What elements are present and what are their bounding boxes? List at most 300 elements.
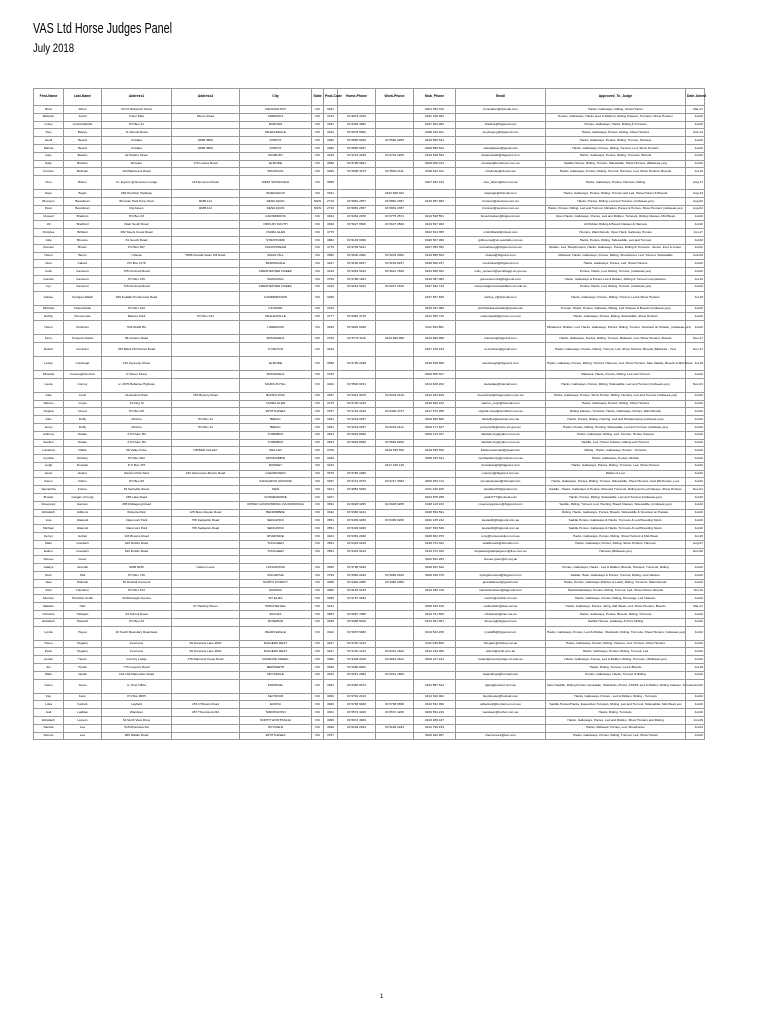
table-cell: 3251 [324, 423, 338, 431]
table-cell: VERMONT [240, 113, 312, 121]
table-cell: 0419 997 993 [414, 197, 456, 205]
table-cell: VIC [312, 160, 324, 168]
table-cell: 0439 372 042 [414, 540, 456, 548]
table-cell: 0404 875 268 [414, 494, 456, 502]
table-cell: PO Box 11 [172, 416, 240, 424]
table-cell: PO Box 33 [102, 213, 172, 221]
table-cell: DENILIQUIN [240, 205, 312, 213]
table-cell [376, 540, 414, 548]
table-cell: Jul-18 [686, 291, 705, 305]
table-cell: tony@horsesolution.com.au [456, 533, 546, 541]
table-cell [414, 470, 456, 478]
table-cell: 253 O'Shea's Road [172, 701, 240, 709]
table-cell [172, 356, 240, 370]
table-cell: 0402 534 283 [414, 556, 456, 564]
table-cell: 3860 [324, 587, 338, 595]
table-cell: Ryehaven [102, 205, 172, 213]
table-cell: Hacks, Galloways, Ponies, Riding, Show Hunters [546, 400, 686, 408]
table-header [34, 89, 705, 106]
table-cell: 0422 887 644 [414, 679, 456, 693]
table-cell: 0412 665 710 [414, 313, 456, 321]
column-header: Address1 [102, 89, 172, 106]
table-cell: Coldata [102, 144, 172, 152]
table-cell: WEST WOODVALE [240, 176, 312, 190]
table-cell: 3222 [324, 671, 338, 679]
table-cell: 03 5978 5083 [338, 626, 376, 640]
table-cell: 03 9819 4611 [376, 656, 414, 664]
table-cell: 03 5393 4282 [338, 121, 376, 129]
table-cell [172, 408, 240, 416]
table-cell: 0414 320 902 [414, 693, 456, 701]
table-cell: isaandlingo@hotmail.com [456, 671, 546, 679]
table-row [34, 283, 705, 291]
table-row [34, 213, 705, 221]
table-cell: Layfield [102, 701, 172, 709]
table-cell: 0428 599 591 [414, 509, 456, 517]
table-cell: 285 Mullagong Road [102, 501, 172, 509]
table-cell: Kristylee [34, 229, 64, 237]
table-cell: dreamtime@thegpurotion.com.au [456, 392, 546, 400]
table-cell [338, 556, 376, 564]
table-cell [338, 494, 376, 502]
table-cell: Hacks, Galloways, Ponies, Riding, Sidesaddle, Show Hunters [546, 313, 686, 321]
table-row [34, 236, 705, 244]
table-cell: VIC [312, 439, 324, 447]
table-cell: Open Hacks, Galloways, Ponies, Led and Ridden, Turnouts, Riding Classes, Mid Week [546, 213, 686, 221]
table-cell: RMB 114 [172, 205, 240, 213]
table-cell: 622 Dobbs Road [102, 540, 172, 548]
table-cell: Samantha [34, 486, 64, 494]
table-cell: 3722 [324, 335, 338, 343]
table-cell: 3427 [324, 640, 338, 648]
table-cell: Jul-02 [686, 470, 705, 478]
table-cell: Arnold-Wardle [64, 121, 102, 129]
table-cell: Broome [64, 236, 102, 244]
table-cell: 0409 234 911 [414, 129, 456, 137]
table-cell: Connaughton-Kerr [64, 370, 102, 378]
table-cell: VIC [312, 517, 324, 525]
table-cell: 485 Wallan Road [102, 732, 172, 740]
table-cell: Aug-02 [686, 205, 705, 213]
table-cell [172, 305, 240, 313]
table-cell: Inverness [102, 648, 172, 656]
table-cell: 3912 [324, 129, 338, 137]
table-row [34, 121, 705, 129]
table-cell: VIC [312, 213, 324, 221]
column-header: Approved_To_Judge [546, 89, 686, 106]
table-cell: 0409 935 860 [414, 416, 456, 424]
table-row [34, 356, 705, 370]
table-row [34, 556, 705, 564]
table-row [34, 501, 705, 509]
table-cell [172, 478, 240, 486]
table-cell: Hacks, Riding, Turnouts. [546, 709, 686, 717]
table-cell: VIC [312, 356, 324, 370]
table-cell: 0409 554 216 [414, 709, 456, 717]
table-cell: DIAMOND CREEK [240, 656, 312, 664]
table-cell: 0419 090 988 [376, 335, 414, 343]
table-cell [376, 732, 414, 740]
table-cell: Frame [64, 486, 102, 494]
table-cell: 3757 [324, 732, 338, 740]
table-cell: Aug-02 [686, 197, 705, 205]
table-cell: 03 5775 2571 [376, 213, 414, 221]
table-cell: Julie [34, 392, 64, 400]
table-cell: Helen [34, 252, 64, 260]
table-cell [172, 587, 240, 595]
judges-table [33, 88, 705, 740]
table-cell [172, 129, 240, 137]
table-cell: 2710 [324, 205, 338, 213]
table-cell: 03 5766 2280 [338, 470, 376, 478]
table-cell: Jul-02 [686, 283, 705, 291]
table-cell: 267 Thompsons Rd [172, 709, 240, 717]
table-cell: Jul-04 [686, 370, 705, 378]
table-cell: 725 Peninsul Road [102, 283, 172, 291]
table-cell: 3434 [324, 462, 338, 470]
table-row [34, 291, 705, 305]
table-cell: Ponies, Galloways, Hacks, Riding & Turnouts [546, 121, 686, 129]
table-row [34, 190, 705, 198]
table-cell: janehallwood@gmail.com [456, 579, 546, 587]
table-cell: 03 5153 8237 [376, 260, 414, 268]
table-cell: elmslee@bordernet.com.au [456, 160, 546, 168]
table-cell: Hamilton-Smith [64, 595, 102, 603]
table-cell [312, 556, 324, 564]
table-cell: 376 Diamond Creek Road [172, 656, 240, 664]
table-cell: Sherrie [34, 732, 64, 740]
table-cell: VIC [312, 572, 324, 580]
table-cell: 03 5439 6260 [376, 517, 414, 525]
table-cell: 03 5592 2111 [376, 168, 414, 176]
table-cell: COLDSTREAM [240, 244, 312, 252]
column-header: Mob_Phone [414, 89, 456, 106]
table-cell: 03 5232 9112 [376, 423, 414, 431]
table-cell [414, 462, 456, 470]
table-row [34, 439, 705, 447]
table-cell [414, 671, 456, 679]
table-cell [376, 313, 414, 321]
table-cell [456, 509, 546, 517]
table-cell: 34 North View Drive [102, 717, 172, 725]
table-cell: Leigh [34, 462, 64, 470]
table-cell: Jul-02 [686, 160, 705, 168]
table-cell: uhaota@bigpond.com [456, 252, 546, 260]
table-cell: Hacks, Galloways, Ponies, Riding, Turnout, Led & Show Hunters [546, 291, 686, 305]
table-cell: VIC [312, 378, 324, 392]
table-cell: 03 5798 5490 [338, 564, 376, 572]
table-cell: VIC [312, 305, 324, 313]
table-cell: Cheeseman [64, 313, 102, 321]
table-cell: Helen [34, 321, 64, 335]
table-row [34, 640, 705, 648]
table-cell: PO Box 1178 [102, 260, 172, 268]
table-cell: Anthony [34, 431, 64, 439]
table-cell: 0427 842 744 [414, 283, 456, 291]
table-cell: 03 5966 2420 [376, 572, 414, 580]
table-row [34, 679, 705, 693]
table-cell: Cameron [64, 275, 102, 283]
table-cell: Hacks, Galloways, Ponies, Riding, Turnout, Midweek, Led, Show Hunters, Breeds [546, 335, 686, 343]
table-cell: VIC [312, 656, 324, 664]
table-cell: VIC [312, 724, 324, 732]
table-cell: 0419 543 236 [414, 626, 456, 640]
table-cell: VIC [312, 462, 324, 470]
table-cell: VIC [312, 525, 324, 533]
table-cell: VIC [312, 144, 324, 152]
table-cell [172, 190, 240, 198]
table-cell: VIC [312, 423, 324, 431]
table-cell: Brett [34, 106, 64, 114]
table-cell: 104 Balemans Road [102, 168, 172, 176]
table-cell: TARRINGTON [240, 709, 312, 717]
table-cell: Kerryn [34, 533, 64, 541]
table-cell: 3551 [324, 517, 338, 525]
table-cell: VIC [312, 486, 324, 494]
table-cell: 3665 [324, 564, 338, 572]
table-cell [376, 305, 414, 313]
table-cell: Carmen [34, 244, 64, 252]
table-cell: 3429 [324, 152, 338, 160]
table-cell [376, 236, 414, 244]
table-cell: Hacks, Galloways, Ponies, Led, Show Hunters [546, 260, 686, 268]
table-cell: VIC [312, 709, 324, 717]
table-cell: Saddle Horses, Riding, Turnout, Sidesaddle, Show Hunters, (Midweek-yes) [546, 160, 686, 168]
table-cell [172, 260, 240, 268]
table-cell: 03 5033 9300 [376, 252, 414, 260]
table-cell: Aug-07 [686, 540, 705, 548]
table-cell: 39 Rochall Crescent [102, 579, 172, 587]
table-cell: KENSINGTON [240, 106, 312, 114]
table-cell: 0437 567 635 [414, 291, 456, 305]
table-cell: 3427 [324, 648, 338, 656]
table-cell: 03 5241 1565 [376, 671, 414, 679]
table-cell: RIVERSIDE [240, 533, 312, 541]
table-cell: Jul-02 [686, 679, 705, 693]
table-cell: Tempest-Clarke [64, 335, 102, 343]
table-cell [456, 137, 546, 145]
table-cell: Riding, Hacks, Galloways, Ponies, Breeds, Sidesaddle & Smartest on Parade. [546, 509, 686, 517]
table-cell: Carrigan-Walsh [64, 291, 102, 305]
table-cell: 03 5148 2184 [338, 724, 376, 732]
table-cell: Lee [64, 732, 102, 740]
table-cell: 3464 [324, 213, 338, 221]
table-cell: 0419 090 988 [414, 335, 456, 343]
table-cell [456, 321, 546, 335]
table-cell: PO Box 66 [102, 408, 172, 416]
table-cell: 03 5572 4226 [338, 709, 376, 717]
table-cell: 03 5730 1216 [338, 400, 376, 408]
table-cell: 03 5962 3715 [338, 313, 376, 321]
table-cell: VIC [312, 693, 324, 701]
table-cell [172, 400, 240, 408]
table-cell: ELMORE [240, 160, 312, 168]
table-cell: WHITTLESEA [240, 408, 312, 416]
table-cell: lidelia.lucianna2@gmail.com [456, 447, 546, 455]
table-cell: aillsellock@bordernet.com.au [456, 701, 546, 709]
table-cell: 0412 193 090 [414, 648, 456, 656]
table-row [34, 717, 705, 725]
table-cell: PO Box 343 [102, 305, 172, 313]
table-cell: rosemarygannon@bigpond.com [456, 501, 546, 509]
table-cell: 0411 249 105 [414, 486, 456, 494]
table-cell: Duffy [64, 423, 102, 431]
table-cell: 3401 [324, 533, 338, 541]
table-cell: Feb-12 [686, 129, 705, 137]
table-cell: VIC [312, 121, 324, 129]
table-cell [456, 370, 546, 378]
table-cell: Hacks, Galloways, Ponies, Riding, Dressage, Led Classes. [546, 595, 686, 603]
table-cell: Hacks, Riding, Turnout, Led & Breeds [546, 664, 686, 672]
table-cell [172, 611, 240, 619]
table-cell: RMB 4600 [172, 144, 240, 152]
table-cell: Jul-02 [686, 268, 705, 276]
table-cell: 03 5788 1281 [338, 275, 376, 283]
table-cell [172, 595, 240, 603]
table-row [34, 693, 705, 701]
table-row [34, 533, 705, 541]
table-row [34, 321, 705, 335]
table-cell: VIC [312, 717, 324, 725]
table-cell: Elizabeth [34, 717, 64, 725]
table-row [34, 335, 705, 343]
table-cell: sarahlard72@gmail.com [456, 486, 546, 494]
table-cell: brosnan@westnet.com.au [456, 197, 546, 205]
table-cell: VIC [312, 540, 324, 548]
table-cell [376, 356, 414, 370]
table-cell: PEARCEDALE [240, 129, 312, 137]
table-row [34, 671, 705, 679]
table-cell: DIGGERS REST [240, 648, 312, 656]
table-cell: peterh@solfc.com.au [456, 648, 546, 656]
table-cell: Jul-16 [686, 275, 705, 283]
table-cell: Jul-02 [686, 152, 705, 160]
table-cell: Jul-02 [686, 462, 705, 470]
table-cell: 3585 [324, 252, 338, 260]
table-cell: Jul-02 [686, 121, 705, 129]
table-cell: Burns [64, 252, 102, 260]
table-cell: VIC [312, 190, 324, 198]
table-cell: Jul-02 [686, 447, 705, 455]
table-cell: VIC [312, 648, 324, 656]
table-cell: 3813 [324, 431, 338, 439]
table-cell [172, 213, 240, 221]
table-cell: hhegarty@hotkey.net.au [456, 640, 546, 648]
table-cell: Feb-09 [686, 252, 705, 260]
table-cell [414, 595, 456, 603]
table-cell: Jul-04 [686, 724, 705, 732]
table-cell: Conroy [64, 378, 102, 392]
table-cell: 0428 507 096 [414, 236, 456, 244]
table-cell: Duffy [64, 416, 102, 424]
table-cell: Jul-02 [686, 478, 705, 486]
table-cell: Hacks, Galloways, Ponies, Led & Ridden, Shetlands, Riding, Turnouts, Show Hunters (midweek-yes) [546, 626, 686, 640]
table-row [34, 392, 705, 400]
table-cell: KYNETON [240, 342, 312, 356]
table-cell: Jones [64, 679, 102, 693]
table-cell [172, 732, 240, 740]
table-cell: Jul-15 [686, 168, 705, 176]
table-cell [376, 275, 414, 283]
table-cell: Sandra [34, 724, 64, 732]
table-cell: VIC [312, 152, 324, 160]
table-cell [172, 548, 240, 556]
table-row [34, 168, 705, 176]
table-cell: lynda86@bigpond.com [456, 626, 546, 640]
table-cell: 03 5433 6216 [338, 540, 376, 548]
table-cell: virginia.creed@wonthan.com.au [456, 408, 546, 416]
table-cell: 0427 539 546 [414, 525, 456, 533]
table-cell: 216 Emerson Road [172, 176, 240, 190]
table-cell: Elizabeth [34, 509, 64, 517]
table-cell: WANGONG [240, 275, 312, 283]
table-cell [240, 556, 312, 564]
table-cell [338, 190, 376, 198]
table-cell: 62 Station Street [102, 152, 172, 160]
table-cell: Jenny [34, 423, 64, 431]
table-cell [172, 229, 240, 237]
table-cell: 0418 556 531 [414, 137, 456, 145]
table-cell: UPPER GUNDOWRING VIA WODONGA [240, 501, 312, 509]
table-cell: Peter [34, 205, 64, 213]
table-cell [338, 342, 376, 356]
table-cell: Mar-17 [686, 603, 705, 611]
table-cell: jenny.duffy@sumu.vic.gov.au [456, 423, 546, 431]
table-cell [172, 244, 240, 252]
table-cell: Goodwin [64, 548, 102, 556]
document-subtitle: July 2018 [33, 41, 75, 55]
table-cell: Carters Lane [172, 564, 240, 572]
table-cell: 03 9740 1213 [338, 640, 376, 648]
table-row [34, 509, 705, 517]
table-cell: Hacks, Galloways, Riding, Show Hunter [546, 106, 686, 114]
table-cell: Glascott [64, 525, 102, 533]
table-cell: Hacks, Ponies, Riding, Led and Turnout, Miniature Ponies & Horses, Show Hunters (midweek-yes) [546, 205, 686, 213]
table-cell: Janet [34, 470, 64, 478]
table-cell: 725 Peninsul Road [102, 268, 172, 276]
table-cell: Esther [34, 548, 64, 556]
table-cell: llanfairlynry@yahoo.com.au [456, 431, 546, 439]
table-cell: MOORABBIN [240, 455, 312, 463]
table-row [34, 648, 705, 656]
table-cell [376, 378, 414, 392]
table-cell: POMONAL [240, 679, 312, 693]
table-cell: Hacks, Galloways, Ponies, Riding, Turnout, Harness, Led, Show Hunters, Breeds [546, 168, 686, 176]
table-cell: Hacks, Galloways, Ponies, Riding, Show Hunters, Harness [546, 540, 686, 548]
table-row [34, 701, 705, 709]
table-cell: Cynthia [34, 455, 64, 463]
table-cell: Jul-02 [686, 595, 705, 603]
table-cell: 3629 [324, 321, 338, 335]
table-cell: Jul-02 [686, 313, 705, 321]
table-cell: 03 9641 1546 [376, 268, 414, 276]
table-cell: Grenfell [64, 564, 102, 572]
table-cell [376, 455, 414, 463]
table-cell [376, 176, 414, 190]
table-cell: 0419 186 726 [414, 587, 456, 595]
table-cell: 03 5572 4226 [376, 709, 414, 717]
table-cell: VIC [312, 221, 324, 229]
table-cell: KANGAROO GROUND [240, 478, 312, 486]
table-cell: hearnl@countrylodge.vic.edu.au [456, 656, 546, 664]
table-cell: Jul-02 [686, 416, 705, 424]
table-cell: Glascott [64, 517, 102, 525]
table-cell: 03 5966 2420 [338, 572, 376, 580]
table-cell: EUROA [240, 701, 312, 709]
table-cell [338, 291, 376, 305]
table-cell: Jul-02 [686, 260, 705, 268]
table-cell: wandeen@herlvic.com.au [456, 709, 546, 717]
